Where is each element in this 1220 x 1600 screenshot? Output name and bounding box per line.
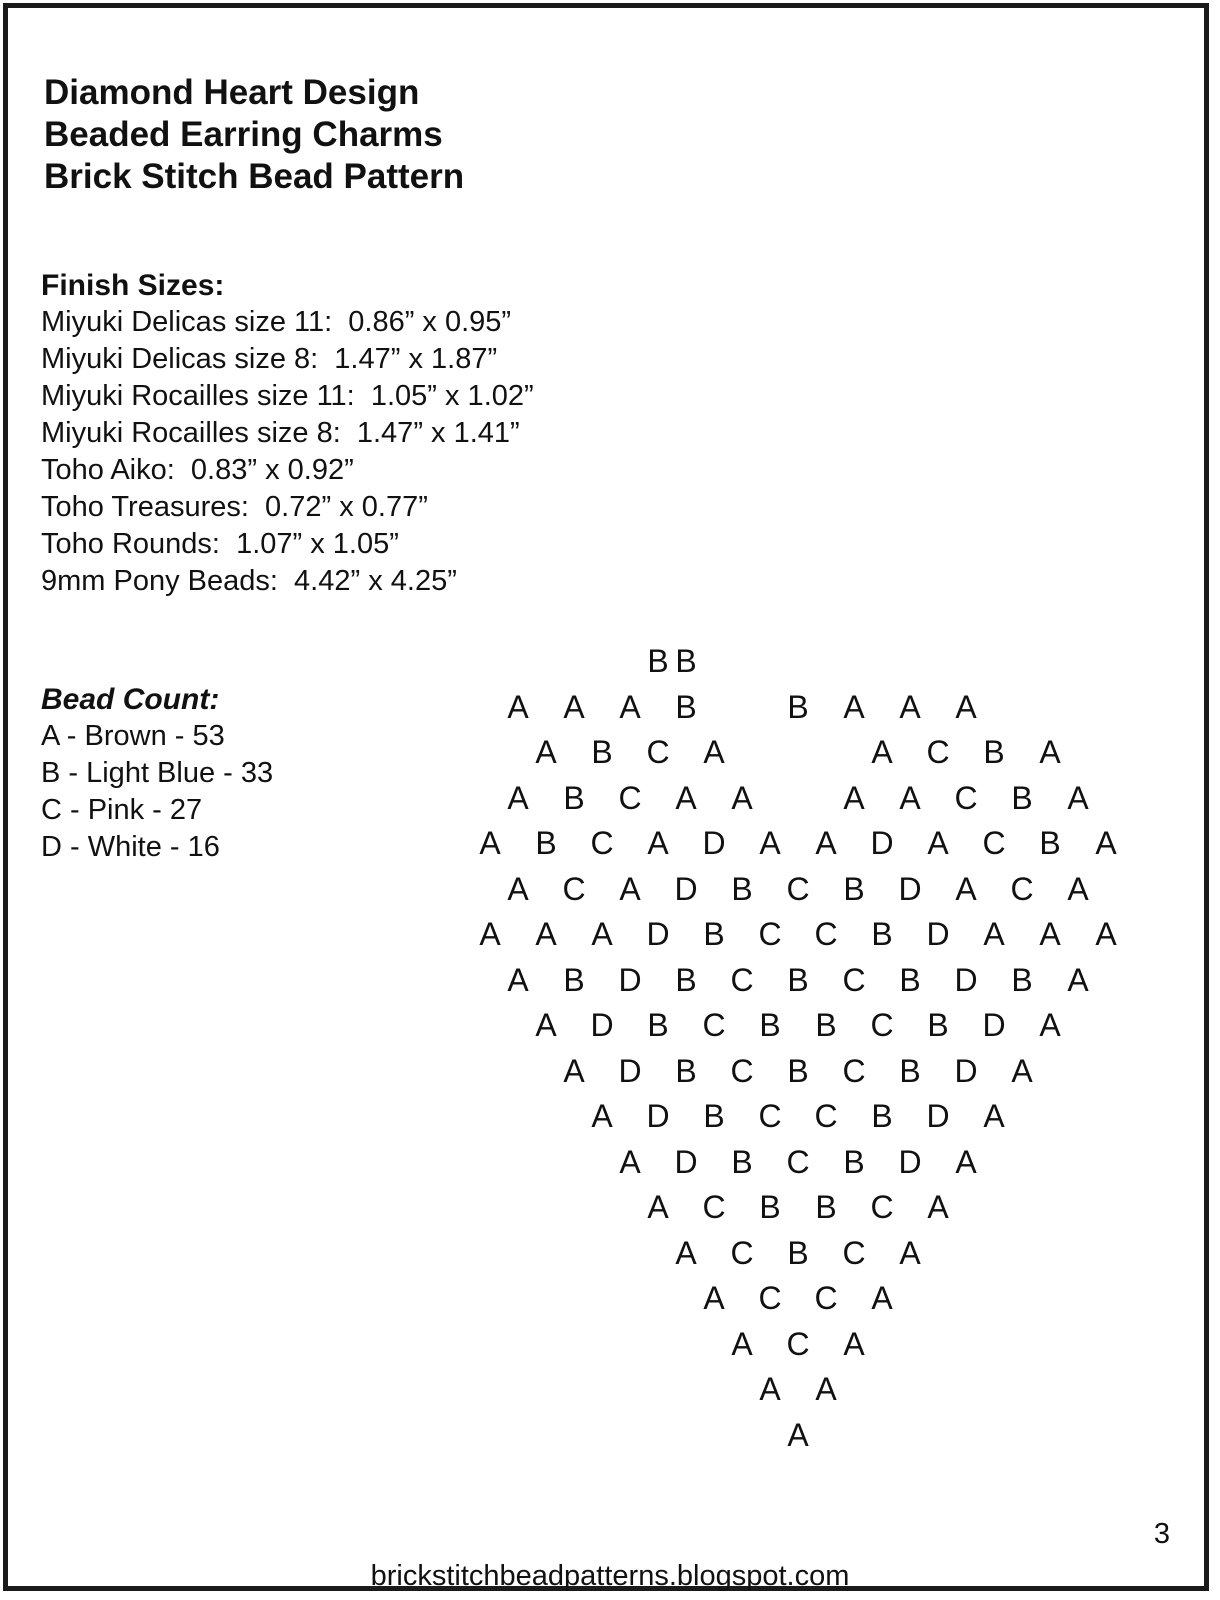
bead-cell: A [759,825,781,861]
bead-cell: A [563,1052,585,1089]
bead-cell: B [591,734,613,770]
bead-cell: C [758,1280,782,1316]
bead-cell: D [954,1052,978,1089]
bead-cell: B [843,1143,865,1180]
bead-count-heading: Bead Count: [41,683,220,716]
bead-cell: D [898,870,922,907]
bead-cell: D [646,916,670,952]
bead-cell: A [927,1189,949,1225]
bead-cell: C [730,1052,754,1089]
bead-cell: C [982,825,1006,861]
bead-cell: C [786,870,810,907]
bead-cell: A [675,1234,697,1271]
bead-cell: A [1039,1007,1061,1043]
bead-cell: C [814,1098,838,1134]
bead-cell: B [675,1052,697,1089]
bead-cell: C [758,916,782,952]
bead-count-line: B - Light Blue - 33 [41,757,274,789]
finish-sizes-heading: Finish Sizes: [41,269,225,302]
bead-cell: B [815,1189,837,1225]
bead-cell: D [674,1143,698,1180]
bead-cell: B [871,1098,893,1134]
footer-url: brickstitchbeadpatterns.blogspot.com [370,1560,850,1592]
bead-cell: D [982,1007,1006,1043]
bead-cell: A [843,1325,865,1362]
finish-size-line: Miyuki Delicas size 11: 0.86” x 0.95” [41,306,512,338]
bead-cell: A [843,688,865,725]
bead-cell: C [842,1234,866,1271]
bead-cell: C [926,734,950,770]
bead-cell: B [759,1007,781,1043]
bead-cell: C [814,916,838,952]
title-line-design: Diamond Heart Design [44,73,420,112]
bead-cell: A [871,734,893,770]
finish-size-line: Miyuki Delicas size 8: 1.47” x 1.87” [41,343,498,375]
bead-cell: C [842,961,866,998]
bead-cell: C [702,1189,726,1225]
bead-cell: D [898,1143,922,1180]
bead-cell: A [1039,916,1061,952]
bead-cell: B [563,779,585,816]
bead-cell: A [759,1371,781,1407]
bead-cell: B [1011,961,1033,998]
finish-size-line: Miyuki Rocailles size 11: 1.05” x 1.02” [41,380,534,412]
bead-cell: A [619,870,641,907]
bead-cell: D [954,961,978,998]
bead-cell: A [1095,825,1117,861]
bead-cell: D [870,825,894,861]
bead-cell: A [591,916,613,952]
bead-cell: C [590,825,614,861]
bead-cell: A [619,1143,641,1180]
bead-cell: C [786,1143,810,1180]
bead-cell: A [479,825,501,861]
bead-cell: C [842,1052,866,1089]
page-number: 3 [1153,1518,1170,1550]
bead-cell: A [899,779,921,816]
bead-cell: A [731,1325,753,1362]
bead-cell: D [702,825,726,861]
finish-size-line: 9mm Pony Beads: 4.42” x 4.25” [41,565,457,597]
bead-cell: A [619,688,641,725]
bead-cell: A [731,779,753,816]
finish-size-line: Miyuki Rocailles size 8: 1.47” x 1.41” [41,417,520,449]
bead-cell: A [1067,961,1089,998]
bead-cell: C [562,870,586,907]
bead-cell: C [870,1007,894,1043]
bead-cell: A [955,688,977,725]
bead-cell: B [563,961,585,998]
bead-cell: B [787,688,809,725]
bead-cell: A [535,916,557,952]
bead-cell: C [730,961,754,998]
bead-cell: B [703,1098,725,1134]
bead-cell: A [1039,734,1061,770]
bead-cell: A [479,916,501,952]
bead-cell: A [983,1098,1005,1134]
bead-cell: A [983,916,1005,952]
bead-cell: A [675,779,697,816]
bead-cell: A [647,1189,669,1225]
bead-cell: C [814,1280,838,1316]
bead-cell: C [786,1325,810,1362]
bead-cell: A [507,961,529,998]
bead-cell: D [926,916,950,952]
bead-cell: B [899,961,921,998]
bead-cell: C [646,734,670,770]
bead-cell: C [954,779,978,816]
bead-cell: B [1039,825,1061,861]
bead-cell: A [1067,779,1089,816]
bead-cell: A [535,734,557,770]
bead-cell: C [618,779,642,816]
bead-cell: A [507,688,529,725]
bead-cell: B [1011,779,1033,816]
bead-cell: B [703,916,725,952]
bead-cell: D [646,1098,670,1134]
bead-cell: A [843,779,865,816]
bead-cell: D [926,1098,950,1134]
title-line-item: Beaded Earring Charms [44,115,443,154]
bead-cell: A [507,870,529,907]
bead-cell: D [590,1007,614,1043]
bead-cell: A [591,1098,613,1134]
bead-cell: A [647,825,669,861]
bead-cell: B [731,1143,753,1180]
bead-cell: B [815,1007,837,1043]
bead-cell: B [983,734,1005,770]
bead-cell: A [787,1416,809,1453]
bead-cell: A [507,779,529,816]
bead-cell: B [899,1052,921,1089]
bead-count-line: C - Pink - 27 [41,794,203,826]
bead-cell: B [787,1052,809,1089]
title-line-technique: Brick Stitch Bead Pattern [44,157,465,196]
bead-cell: A [815,825,837,861]
bead-cell: B [927,1007,949,1043]
bead-cell: B [535,825,557,861]
bead-count-line: A - Brown - 53 [41,720,225,752]
bead-cell: A [1011,1052,1033,1089]
bead-cell: B [675,643,697,679]
bead-cell: A [815,1371,837,1407]
bead-cell: A [563,688,585,725]
bead-cell: D [674,870,698,907]
bead-cell: D [618,1052,642,1089]
bead-cell: A [703,1280,725,1316]
bead-cell: C [870,1189,894,1225]
bead-cell: A [927,825,949,861]
bead-cell: B [759,1189,781,1225]
bead-cell: B [871,916,893,952]
bead-cell: A [535,1007,557,1043]
finish-size-line: Toho Rounds: 1.07” x 1.05” [41,528,399,560]
bead-cell: B [731,870,753,907]
bead-cell: B [787,1234,809,1271]
bead-count-line: D - White - 16 [41,831,220,863]
bead-cell: A [899,1234,921,1271]
bead-cell: A [1095,916,1117,952]
bead-cell: B [787,961,809,998]
bead-cell: A [871,1280,893,1316]
bead-cell: A [899,688,921,725]
bead-cell: C [758,1098,782,1134]
bead-cell: D [618,961,642,998]
bead-cell: A [703,734,725,770]
finish-size-line: Toho Aiko: 0.83” x 0.92” [41,454,354,486]
bead-cell: C [730,1234,754,1271]
bead-cell: C [702,1007,726,1043]
bead-cell: B [647,1007,669,1043]
bead-cell: B [675,688,697,725]
bead-cell: A [955,870,977,907]
bead-cell: B [647,643,669,679]
bead-cell: B [843,870,865,907]
bead-cell: A [955,1143,977,1180]
bead-cell: B [675,961,697,998]
bead-cell: C [1010,870,1034,907]
finish-size-line: Toho Treasures: 0.72” x 0.77” [41,491,428,523]
bead-cell: A [1067,870,1089,907]
